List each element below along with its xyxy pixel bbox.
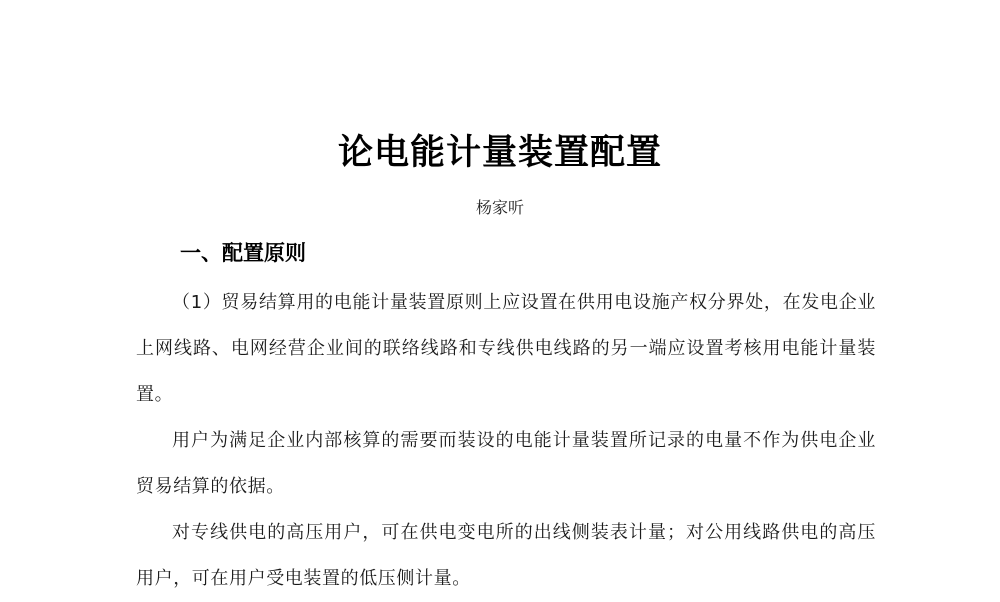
paragraph-1: （1）贸易结算用的电能计量装置原则上应设置在供用电设施产权分界处，在发电企业上网线路、电网经营企业间的联络线路和专线供电线路的另一端应设置考核用电能计量装置。 bbox=[136, 292, 876, 405]
author-name: 杨家听 bbox=[475, 198, 524, 217]
document-title: 论电能计量装置配置 bbox=[337, 133, 662, 173]
paragraph-3: 对专线供电的高压用户，可在供电变电所的出线侧装表计量；对公用线路供电的高压用户，可在用户受电装置的低压侧计量。 bbox=[136, 522, 876, 589]
section-heading: 一、配置原则 bbox=[180, 241, 306, 265]
paragraph-2: 用户为满足企业内部核算的需要而装设的电能计量装置所记录的电量不作为供电企业贸易结算的依据。 bbox=[136, 430, 876, 497]
